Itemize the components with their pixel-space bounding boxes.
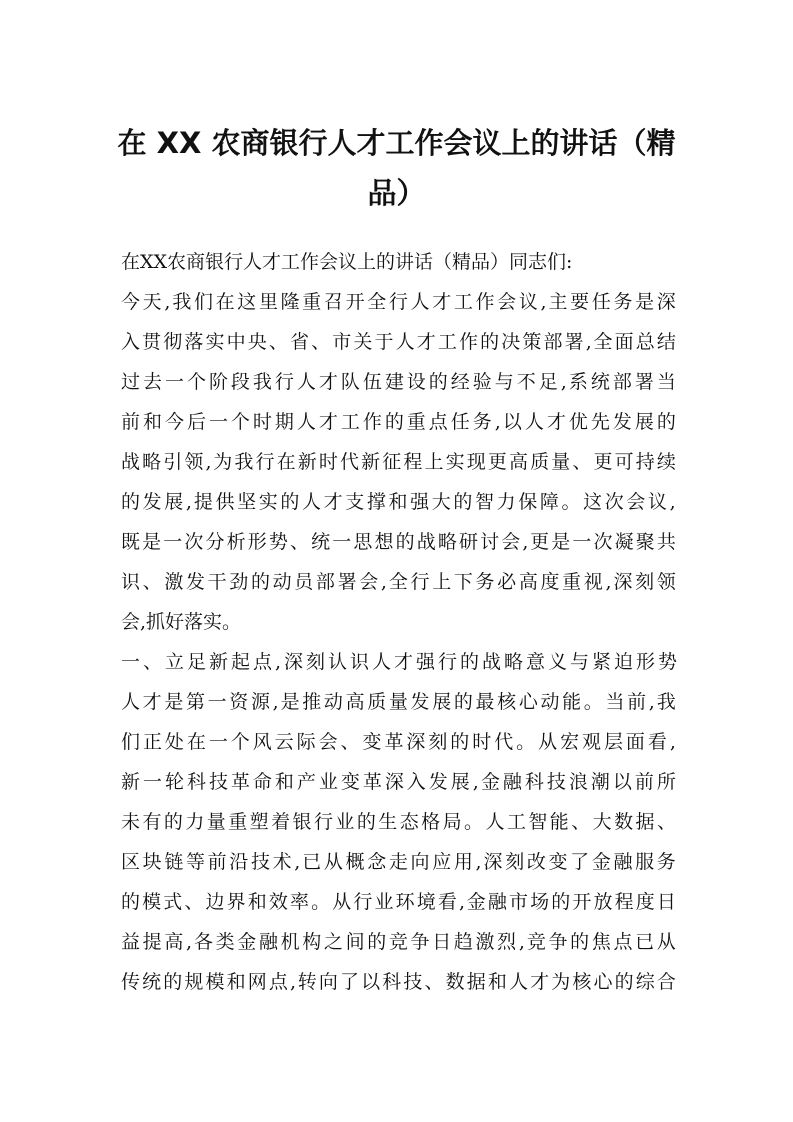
body-text-line: 入 贯 彻 落 实 中 央 、 省 、 市 关 于 人 才 工 作 的 决 策 部 署 , 全 面 总 结 — [121, 331, 676, 353]
body-text-line: 益 提 高 , 各 类 金 融 机 构 之 间 的 竞 争 日 趋 激 烈 , 竞 争 的 焦 点 已 从 — [121, 931, 676, 953]
body-text-line: 战 略 引 领 , 为 我 行 在 新 时 代 新 征 程 上 实 现 更 高 质 量 、 更 可 持 续 — [121, 451, 676, 473]
body-text-line: 前 和 今 后 一 个 时 期 人 才 工 作 的 重 点 任 务 , 以 人 才 优 先 发 展 的 — [121, 411, 676, 433]
body-text-line: 识 、 激 发 干 劲 的 动 员 部 署 会 , 全 行 上 下 务 必 高 度 重 视 , 深 刻 领 — [121, 571, 676, 593]
document-title-line-1: 在 XX 农商银行人才工作会议上的讲话（精 — [117, 126, 676, 160]
body-text-line: 传 统 的 规 模 和 网 点 , 转 向 了 以 科 技 、 数 据 和 人 才 为 核 心 的 综 合 — [121, 971, 676, 993]
section-heading: 一、立足新起点,深刻认识人才强行的战略意义与紧迫形势 — [121, 651, 681, 673]
body-text-line: 区 块 链 等 前 沿 技 术 , 已 从 概 念 走 向 应 用 , 深 刻 改 变 了 金 融 服 务 — [121, 851, 676, 873]
body-text-line: 今 天 , 我 们 在 这 里 隆 重 召 开 全 行 人 才 工 作 会 议 , 主 要 任 务 是 深 — [121, 291, 676, 313]
body-text-line: 过 去 一 个 阶 段 我 行 人 才 队 伍 建 设 的 经 验 与 不 足 , 系 统 部 署 当 — [121, 371, 676, 393]
body-text-line: 既 是 一 次 分 析 形 势 、 统 一 思 想 的 战 略 研 讨 会 , 更 是 一 次 凝 聚 共 — [121, 531, 676, 553]
document-title-line-2: 品） — [367, 176, 426, 210]
body-text-line: 们 正 处 在 一 个 风 云 际 会 、 变 革 深 刻 的 时 代 。 从 宏 观 层 面 看 , — [121, 731, 676, 753]
body-text-line: 在XX农商银行人才工作会议上的讲话（精品）同志们: — [121, 251, 573, 273]
body-text-line: 人 才 是 第 一 资 源 , 是 推 动 高 质 量 发 展 的 最 核 心 动 能 。 当 前 , 我 — [121, 691, 676, 713]
body-text-line: 新 一 轮 科 技 革 命 和 产 业 变 革 深 入 发 展 , 金 融 科 技 浪 潮 以 前 所 — [121, 771, 676, 793]
body-text-line: 的 发 展 , 提 供 坚 实 的 人 才 支 撑 和 强 大 的 智 力 保 障 。 这 次 会 议 , — [121, 491, 676, 513]
body-text-line: 会,抓好落实。 — [121, 611, 242, 633]
body-text-line: 未 有 的 力 量 重 塑 着 银 行 业 的 生 态 格 局 。 人 工 智 能 、 大 数 据 、 — [121, 811, 676, 833]
body-text-line: 的 模 式 、 边 界 和 效 率 。 从 行 业 环 境 看 , 金 融 市 场 的 开 放 程 度 日 — [121, 891, 676, 913]
